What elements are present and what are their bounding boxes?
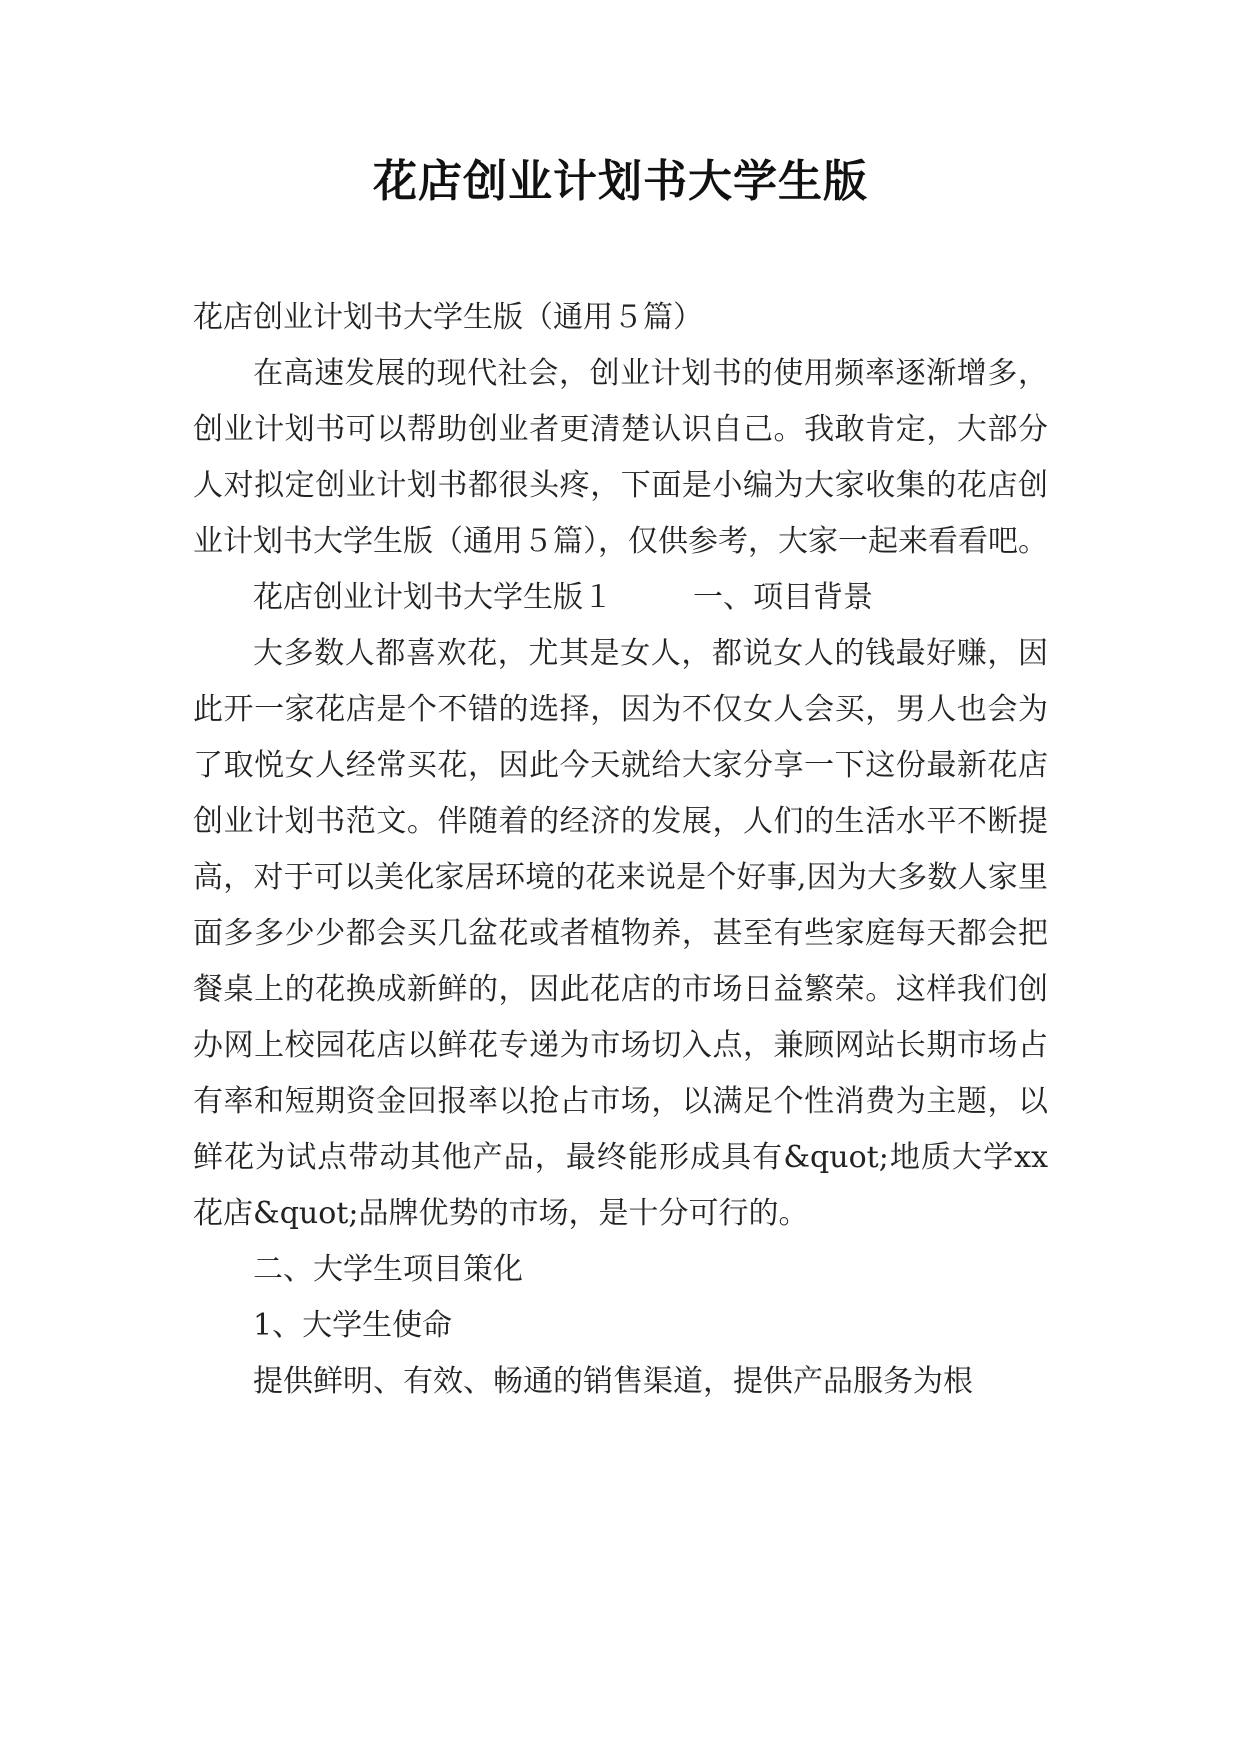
section2-heading: 二、大学生项目策化 <box>253 1252 523 1287</box>
mission-heading: 1、大学生使命 <box>253 1308 453 1343</box>
document-subtitle: 花店创业计划书大学生版（通用５篇） <box>193 300 703 335</box>
section1-label: 花店创业计划书大学生版１ <box>253 580 613 615</box>
section1-line <box>193 570 1048 626</box>
mission-paragraph: 提供鲜明、有效、畅通的销售渠道，提供产品服务为根 <box>253 1364 973 1399</box>
section1-heading: 一、项目背景 <box>693 580 873 615</box>
document-title: 花店创业计划书大学生版 <box>373 156 868 207</box>
document-body <box>193 290 1048 1410</box>
background-paragraph: 大多数人都喜欢花，尤其是女人，都说女人的钱最好赚，因此开一家花店是个不错的选择，因为不仅女人会买，男人也会为了取悦女人经常买花，因此今天就给大家分享一下这份最新花店创业计划书范文。伴随着的经济的发展，人们的生活水平不断提高，对于可以美化家居环境的花来说是个好事,因为大多数人家里面多多少少都会买几盆花或者植物养，甚至有些家庭每天都会把餐桌上的花换成新鲜的，因此花店的市场日益繁荣。这样我们创办网上校园花店以鲜花专递为市场切入点，兼顾网站长期市场占有率和短期资金回报率以抢占市场，以满足个性消费为主题，以鲜花为试点带动其他产品，最终能形成具有&quot;地质大学xx花店&quot;品牌优势的市场，是十分可行的。 <box>193 636 1048 1231</box>
intro-paragraph: 在高速发展的现代社会，创业计划书的使用频率逐渐增多，创业计划书可以帮助创业者更清楚认识自己。我敢肯定，大部分人对拟定创业计划书都很头疼，下面是小编为大家收集的花店创业计划书大学生版（通用５篇），仅供参考，大家一起来看看吧。 <box>193 356 1048 559</box>
